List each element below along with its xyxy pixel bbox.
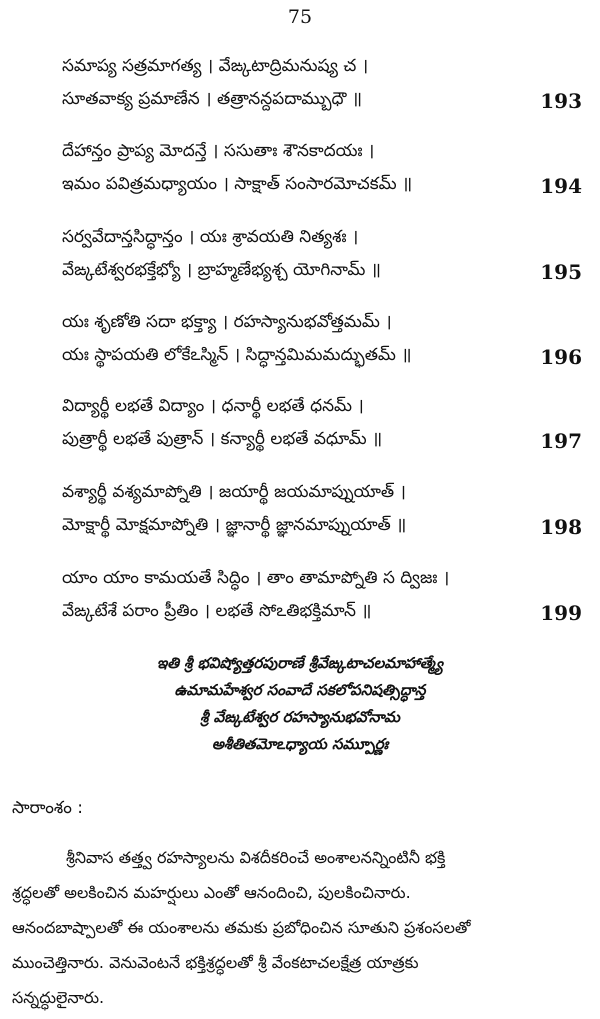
verse-line	[62, 477, 582, 510]
summary-paragraph	[12, 840, 590, 1015]
verse-number: 198	[540, 514, 582, 539]
verse-text: వశ్యార్థీ వశ్యమాప్నోతి । జయార్థీ జయమాప్నుయాత్ ।	[62, 481, 406, 502]
verse-196	[62, 307, 582, 373]
verse-text: విద్యార్థీ లభతే విద్యాం । ధనార్థీ లభతే ధనమ్ ।	[62, 395, 364, 416]
verse-text: సూతవాక్య ప్రమాణేన । తత్రానన్దపదామ్బుధౌ ॥	[62, 88, 363, 109]
verse-number: 194	[540, 173, 582, 198]
colophon-line: ఇతి శ్రీ భవిష్యోత్తరపురాణే శ్రీవేఙ్కటాచలమాహాత్మ్యే	[156, 654, 444, 672]
summary-line: ముంచెత్తినారు. వెనువెంటనే భక్తిశ్రద్ధలతో శ్రీ వేంకటాచలక్షేత్ర యాత్రకు	[12, 953, 419, 972]
summary-line: ఆనందబాష్పాలతో ఈ యంశాలను తమకు ప్రబోధించిన సూతుని ప్రశంసలతో	[12, 918, 471, 937]
verse-line	[62, 136, 582, 169]
verse-number: 195	[540, 259, 582, 284]
verse-199	[62, 563, 582, 629]
verse-text: యాం యాం కామయతే సిద్ధిం । తాం తామాప్నోతి స ద్విజః ।	[62, 567, 450, 588]
verse-line	[62, 563, 582, 596]
verse-text: యః శృణోతి సదా భక్త్యా । రహస్యానుభవోత్తమమ్ ।	[62, 311, 392, 332]
verse-line	[62, 169, 582, 202]
verse-line	[62, 424, 582, 457]
colophon	[0, 650, 600, 758]
verse-197	[62, 391, 582, 457]
colophon-line: శ్రీ వేఙ్కటేశ్వర రహస్యానుభవోనామ	[200, 708, 400, 726]
verse-193	[62, 51, 582, 117]
verse-line	[62, 340, 582, 373]
verse-text: వేఙ్కటేశ్వరభక్తేభ్యో । బ్రాహ్మణేభ్యశ్చ యోగినామ్ ॥	[62, 259, 381, 280]
summary-heading: సారాంశం :	[12, 798, 83, 818]
page-number: 75	[287, 6, 313, 28]
summary-line: శ్రద్ధలతో అలకించిన మహర్షులు ఎంతో ఆనందించి, పులకించినారు.	[12, 883, 411, 902]
verse-text: దేహాన్తం ప్రాప్య మోదన్తే । ససుతాః శౌనకాదయః ।	[62, 140, 375, 161]
colophon-line: అశీతితమోఽధ్యాయ సమ్పూర్ణః	[211, 735, 389, 753]
verse-text: సర్వవేదాన్తసిద్ధాన్తం । యః శ్రావయతి నిత్యశః ।	[62, 226, 359, 247]
verse-number: 196	[540, 344, 582, 369]
verse-number: 193	[540, 88, 582, 113]
verse-line	[62, 510, 582, 543]
verse-number: 199	[540, 600, 582, 625]
verse-line	[62, 255, 582, 288]
summary-line: సన్నద్ధులైనారు.	[12, 988, 105, 1007]
verse-line	[62, 84, 582, 117]
verse-line	[62, 51, 582, 84]
verse-text: ఇమం పవిత్రమధ్యాయం । సాక్షాత్ సంసారమోచకమ్ ॥	[62, 173, 413, 194]
verse-198	[62, 477, 582, 543]
verse-text: మోక్షార్థీ మోక్షమాప్నోతి । జ్ఞానార్థీ జ్ఞానమాప్నుయాత్ ॥	[62, 514, 407, 535]
verse-line	[62, 596, 582, 629]
colophon-line: ఉమామహేశ్వర సంవాదే సకలోపనిషత్సిద్ధాన్త	[174, 681, 426, 699]
verse-text: సమాప్య సత్రమాగత్య । వేఙ్కటాద్రిమనుష్య చ ।	[62, 55, 369, 76]
verse-text: వేఙ్కటేశే పరాం ప్రీతిం । లభతే సోఽతిభక్తిమాన్ ॥	[62, 600, 372, 621]
verse-line	[62, 222, 582, 255]
verse-number: 197	[540, 428, 582, 453]
verse-195	[62, 222, 582, 288]
verse-line	[62, 391, 582, 424]
verse-line	[62, 307, 582, 340]
verse-text: పుత్రార్థీ లభతే పుత్రాన్ । కన్యార్థీ లభతే వధూమ్ ॥	[62, 428, 383, 449]
verse-text: యః స్థాపయతి లోకేఽస్మిన్ । సిద్ధాన్తమిమమద్భుతమ్ ॥	[62, 344, 412, 365]
summary-line: శ్రీనివాస తత్త్వ రహస్యాలను విశదీకరించే అంశాలనన్నింటినీ భక్తి	[66, 848, 446, 867]
verse-194	[62, 136, 582, 202]
